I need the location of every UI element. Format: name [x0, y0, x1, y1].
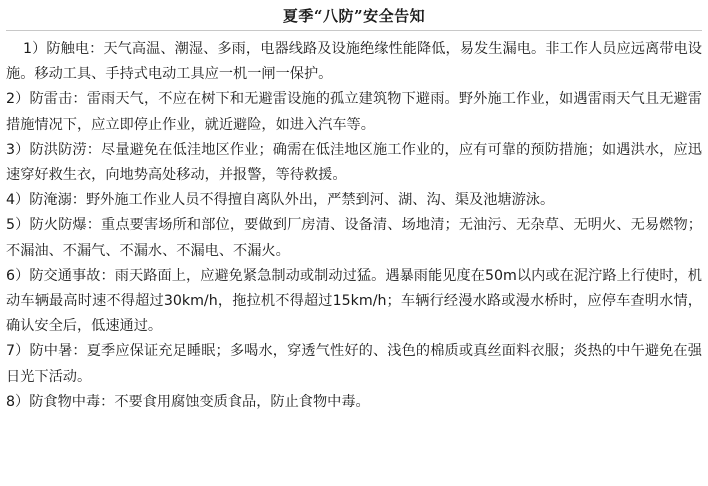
- notice-item-lightning: 2）防雷击：雷雨天气，不应在树下和无避雷设施的孤立建筑物下避雨。野外施工作业，如遇雷雨天气且无避雷措施情况下，应立即停止作业，就近避险，如进入汽车等。: [6, 91, 702, 133]
- notice-items: [6, 31, 702, 415]
- notice-item-heatstroke: 7）防中暑：夏季应保证充足睡眠；多喝水，穿透气性好的、浅色的棉质或真丝面料衣服；炎热的中午避免在强日光下活动。: [6, 343, 702, 385]
- notice-item-traffic: 6）防交通事故：雨天路面上，应避免紧急制动或制动过猛。遇暴雨能见度在50m以内或在泥泞路上行使时，机动车辆最高时速不得超过30km/h，拖拉机不得超过15km/h；车辆行经漫水路或漫水桥时，应停车查明水情，确认安全后，低速通过。: [6, 267, 702, 335]
- title-bar: [6, 0, 702, 31]
- notice-item-food-poisoning: 8）防食物中毒：不要食用腐蚀变质食品，防止食物中毒。: [6, 393, 370, 410]
- notice-item-flood: 3）防洪防涝：尽量避免在低洼地区作业；确需在低洼地区施工作业的，应有可靠的预防措施；如遇洪水，应迅速穿好救生衣，向地势高处移动，并报警，等待救援。: [6, 141, 702, 184]
- notice-item-electric-shock: 1）防触电：天气高温、潮湿、多雨，电器线路及设施绝缘性能降低，易发生漏电。非工作人员应远离带电设施。移动工具、手持式电动工具应一机一闸一保护。: [6, 41, 702, 83]
- notice-item-fire-explosion: 5）防火防爆：重点要害场所和部位，要做到厂房清、设备清、场地清；无油污、无杂草、无明火、无易燃物；不漏油、不漏气、不漏水、不漏电、不漏火。: [6, 217, 702, 259]
- notice-item-drowning: 4）防淹溺：野外施工作业人员不得擅自离队外出，严禁到河、湖、沟、渠及池塘游泳。: [6, 192, 555, 209]
- page-title: 夏季“八防”安全告知: [282, 6, 426, 25]
